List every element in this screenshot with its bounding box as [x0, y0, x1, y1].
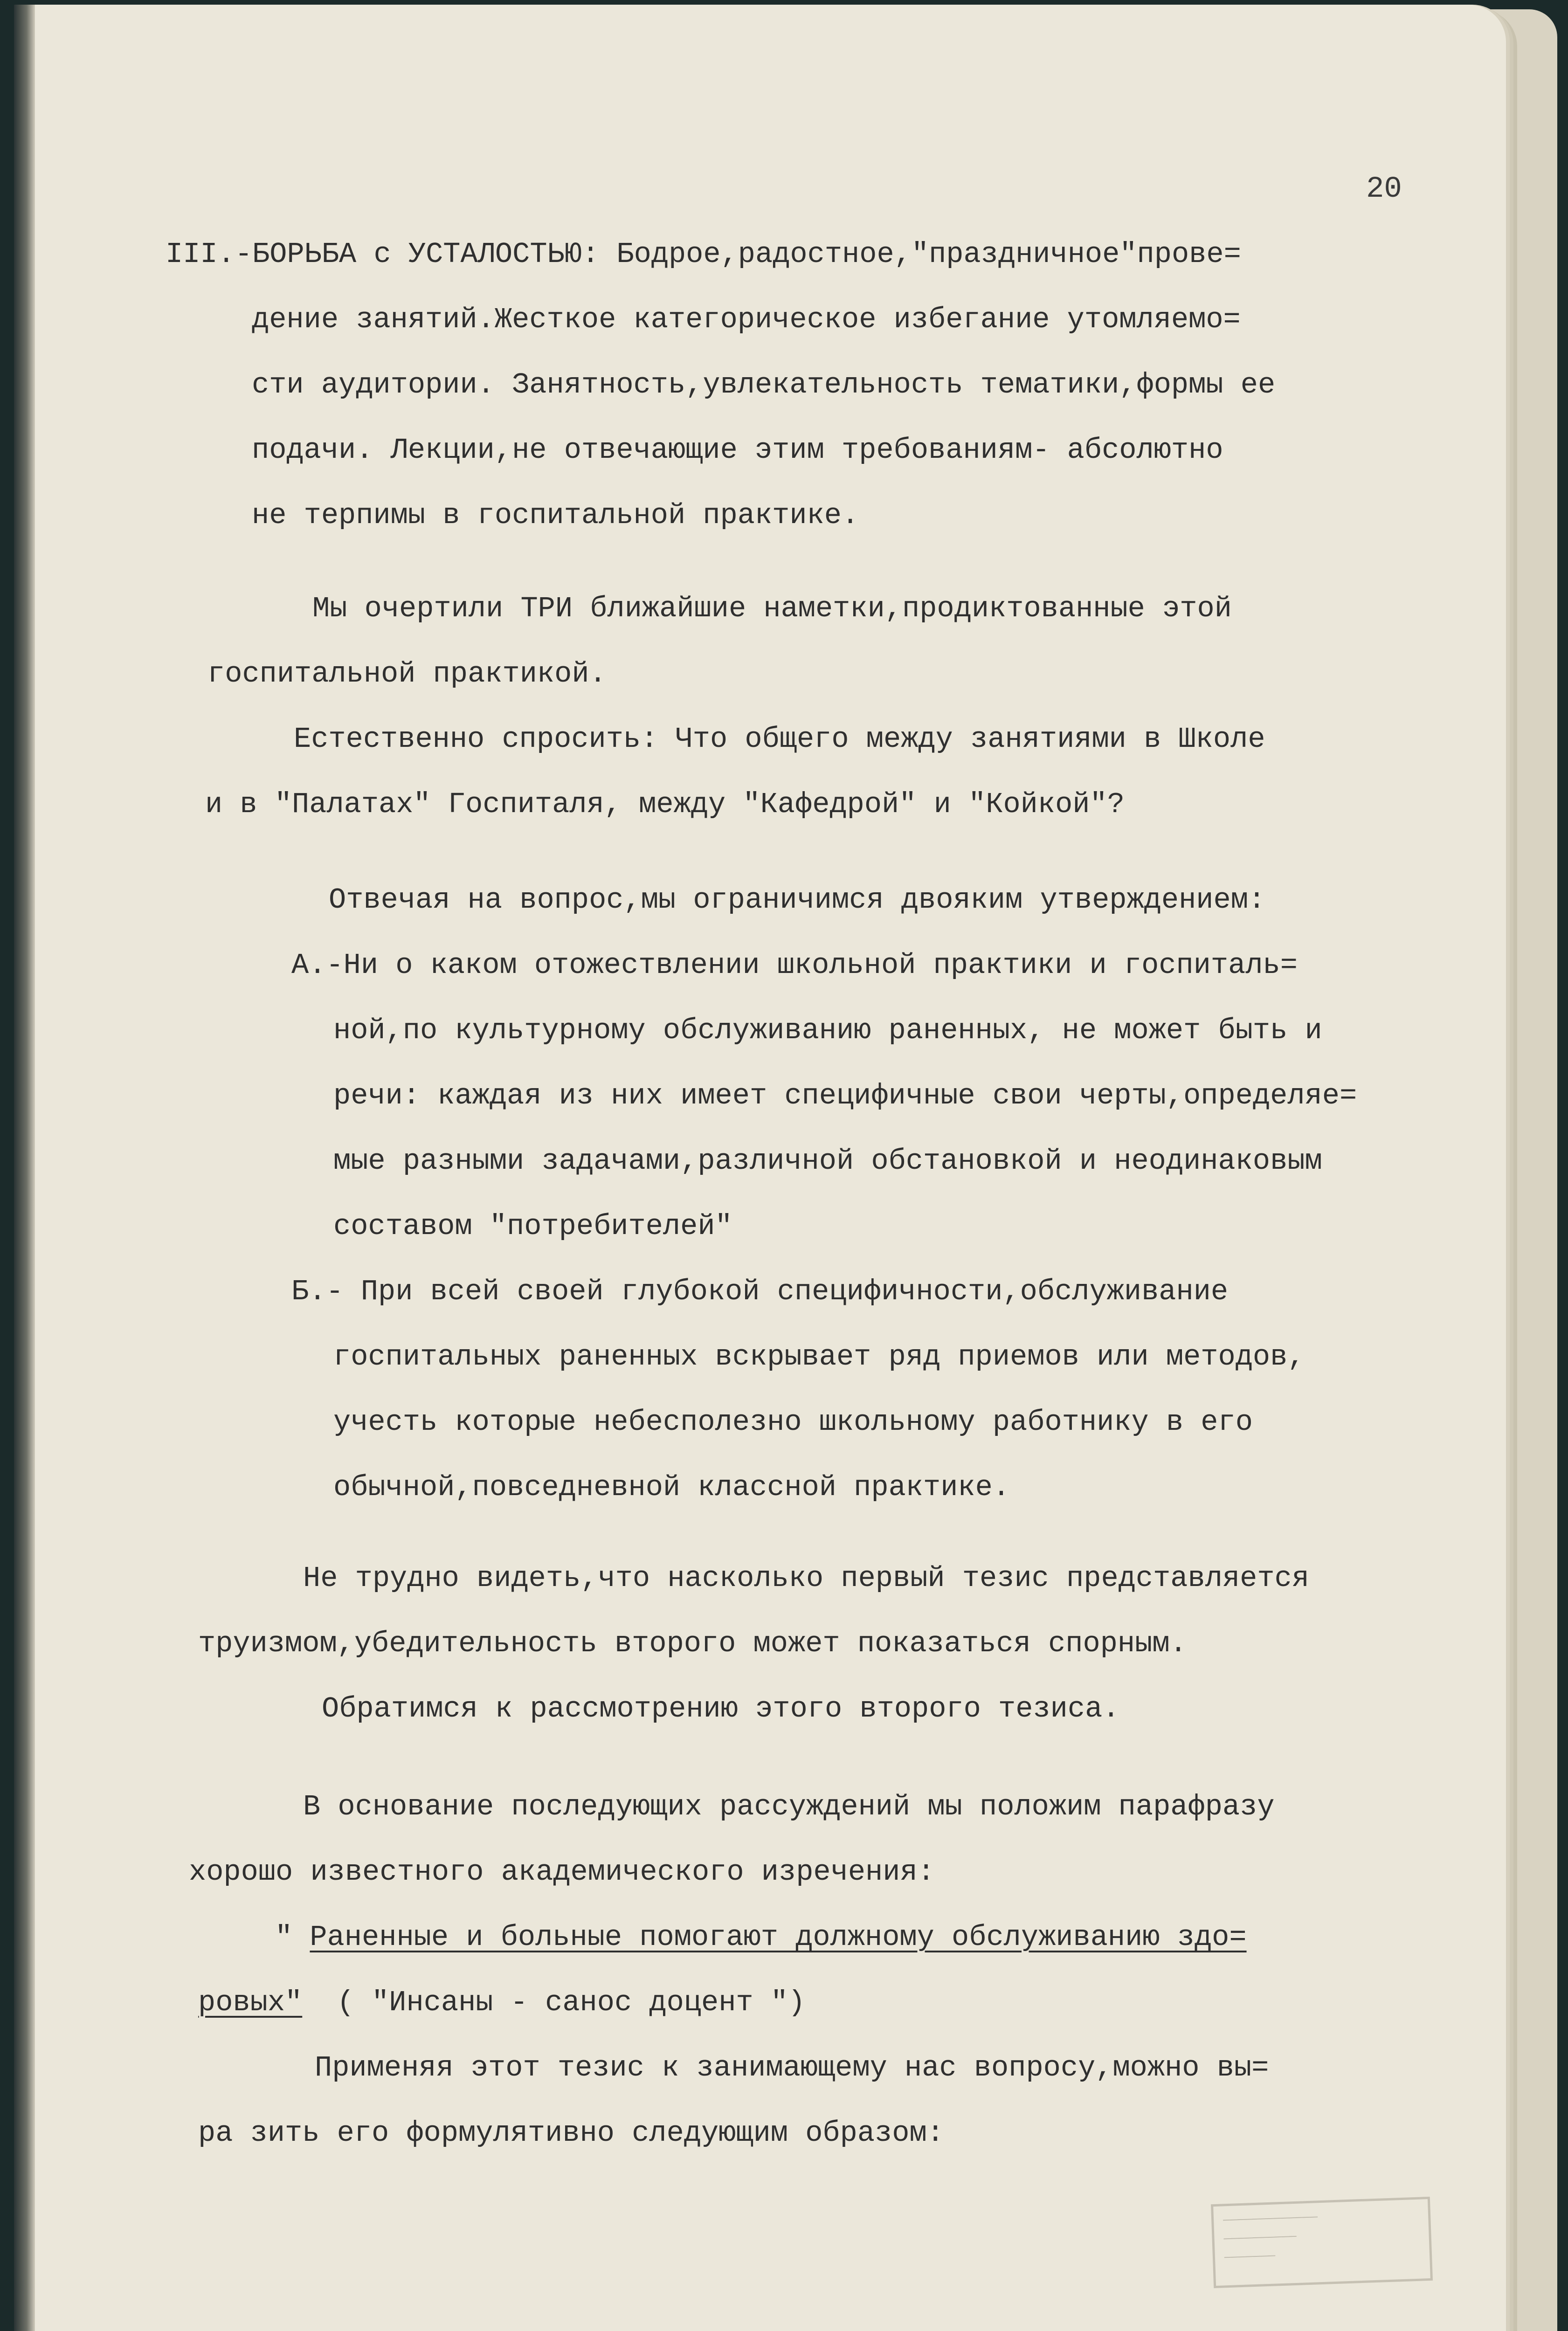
text-line: сти аудитории. Занятность,увлекательность тематики,формы ее: [252, 368, 1276, 401]
text-line: госпитальной практикой.: [207, 657, 607, 690]
text-line: учесть которые небесполезно школьному работнику в его: [333, 1406, 1253, 1439]
text-line: хорошо известного академического изречения:: [189, 1855, 935, 1889]
text-line: не терпимы в госпитальной практике.: [252, 499, 859, 532]
page-number: 20: [1366, 172, 1402, 206]
quote-line-2: [198, 1988, 805, 2017]
text-line: Мы очертили ТРИ ближайшие наметки,продиктованные этой: [312, 592, 1232, 625]
text-line: подачи. Лекции,не отвечающие этим требованиям- абсолютно: [252, 434, 1223, 467]
quote-underlined-text: ровых": [198, 1986, 303, 2019]
text-line: ной,по культурному обслуживанию раненных, не может быть и: [333, 1014, 1322, 1047]
text-line: Естественно спросить: Что общего между занятиями в Школе: [294, 723, 1265, 756]
text-line: госпитальных раненных вскрывает ряд приемов или методов,: [333, 1340, 1305, 1373]
text-line: обычной,повседневной классной практике.: [333, 1471, 1010, 1504]
text-line: Применяя этот тезис к занимающему нас вопросу,можно вы=: [315, 2051, 1269, 2084]
text-line: дение занятий.Жесткое категорическое избегание утомляемо=: [252, 303, 1241, 336]
text-line: составом "потребителей": [333, 1210, 732, 1243]
quote-open-mark: ": [275, 1921, 310, 1954]
quote-underlined-text: Раненные и больные помогают должному обслуживанию здо=: [310, 1921, 1247, 1954]
text-line: труизмом,убедительность второго может показаться спорным.: [198, 1627, 1187, 1660]
text-line: Не трудно видеть,что насколько первый тезис представляется: [303, 1562, 1309, 1595]
text-line: В основание последующих рассуждений мы положим парафразу: [303, 1790, 1275, 1823]
text-line: ра зить его формулятивно следующим образом:: [198, 2117, 944, 2150]
quote-line-1: [275, 1923, 1247, 1952]
text-line: и в "Палатах" Госпиталя, между "Кафедрой" и "Койкой"?: [205, 788, 1125, 821]
text-line: речи: каждая из них имеет специфичные свои черты,определяе=: [333, 1079, 1357, 1112]
text-line: Отвечая на вопрос,мы ограничимся двояким утверждением:: [329, 883, 1266, 917]
text-line: Б.- При всей своей глубокой специфичности,обслуживание: [291, 1275, 1229, 1308]
page-edge-shadow: [14, 5, 35, 2331]
text-line: Обратимся к рассмотрению этого второго тезиса.: [322, 1692, 1120, 1725]
text-line: А.-Ни о каком отожествлении школьной практики и госпиталь=: [291, 949, 1298, 982]
text-line: III.-БОРЬБА с УСТАЛОСТЬЮ: Бодрое,радостное,"праздничное"прове=: [166, 238, 1241, 271]
text-line: мые разными задачами,различной обстановкой и неодинаковым: [333, 1145, 1322, 1178]
quote-attribution: ( "Инсаны - санос доцент "): [302, 1986, 806, 2019]
archive-stamp: ───────────── ────────── ───────: [1211, 2197, 1433, 2288]
